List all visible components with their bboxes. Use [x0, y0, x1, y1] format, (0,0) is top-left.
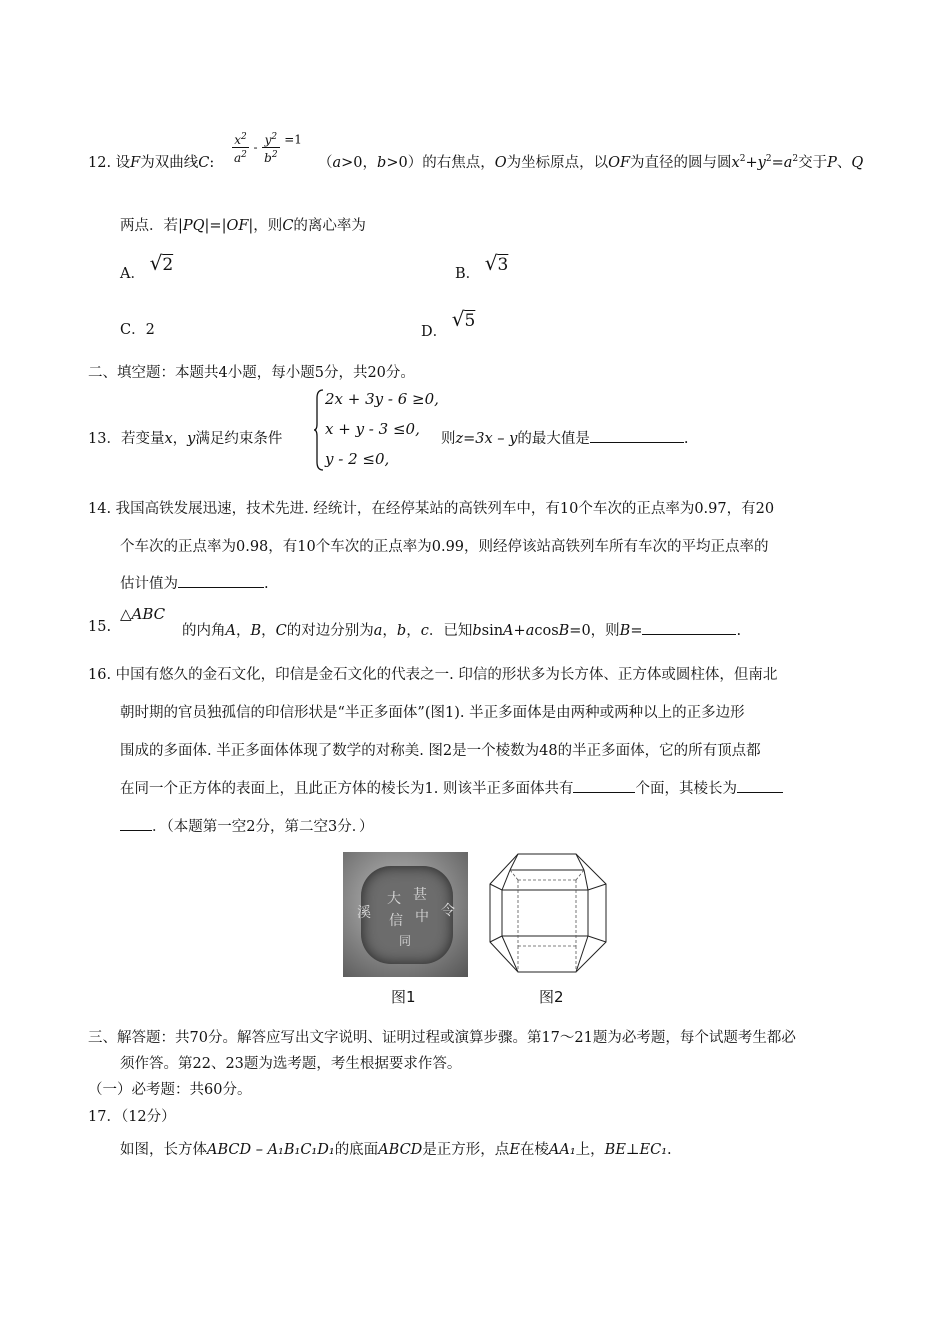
q16-line3: 围成的多面体. 半正多面体体现了数学的对称美. 图2是一个棱数为48的半正多面体，它的所有顶点都 [120, 743, 761, 759]
var-B: B [250, 623, 262, 639]
var-C: C [275, 623, 287, 639]
var-x: x [234, 133, 241, 147]
radicand: 5 [464, 311, 476, 331]
var-a: a [234, 151, 242, 165]
var-C: C [198, 155, 210, 171]
var-edge: AA₁ [548, 1142, 576, 1158]
hidden-edge [510, 870, 518, 880]
option-b [455, 251, 508, 283]
var-a: a [525, 623, 535, 639]
answer-blank[interactable] [642, 634, 736, 635]
q12-line1 [88, 151, 214, 172]
option-b-label: B． [455, 266, 481, 282]
constraint-3: y - 2 ≤0, [325, 450, 390, 468]
period: . [736, 623, 742, 639]
radicand: 3 [497, 255, 509, 275]
plus: + [745, 155, 758, 171]
var-PQ: PQ [182, 218, 205, 234]
var-y: y [264, 133, 272, 147]
option-d-label: D． [421, 324, 448, 340]
hidden-edge [576, 870, 584, 880]
var-x: x [164, 431, 173, 447]
q17-text: 上， [575, 1142, 605, 1158]
var-x: x [731, 155, 740, 171]
figure-2-polyhedron [488, 850, 608, 976]
q14-text: 估计值为 [120, 576, 178, 592]
q13-text: 则 [441, 431, 456, 447]
q16-line2: 朝时期的官员独孤信的印信形状是“半正多面体”(图1). 半正多面体是由两种或两种以上的正多边形 [120, 705, 745, 721]
colon: : [209, 155, 215, 171]
constraint-2: x + y - 3 ≤0, [325, 420, 420, 438]
comma: ， [382, 623, 397, 639]
q15-text: ．已知 [428, 623, 473, 639]
comma: ， [172, 431, 188, 447]
var-base: ABCD [378, 1142, 423, 1158]
period: . [264, 576, 269, 592]
var-y: y [757, 155, 766, 171]
cond: >0， [341, 155, 378, 171]
period: . [683, 431, 689, 447]
sqrt-3 [485, 251, 509, 275]
q12-lead: 12. 设 [88, 155, 131, 171]
var-A: A [503, 623, 514, 639]
section-3-line2: 须作答。第22、23题为选考题，考生根据要求作答。 [120, 1056, 462, 1072]
q13-lead [88, 427, 282, 448]
edge [584, 870, 588, 890]
var-B: B [619, 623, 631, 639]
fraction-y2-b2 [262, 130, 279, 165]
equals: = [771, 155, 784, 171]
edge [502, 870, 510, 890]
var-OF: OF [608, 155, 631, 171]
var-F: F [130, 155, 141, 171]
option-d [421, 307, 475, 341]
minus-sign: - [253, 140, 258, 155]
q16-line5 [120, 815, 373, 836]
radical-sign: √ [484, 251, 498, 275]
var-z: z [455, 431, 464, 447]
var-Q: Q [851, 155, 864, 171]
q12-text: 为双曲线 [140, 155, 199, 171]
seal-body [361, 866, 453, 964]
exp: 2 [792, 154, 799, 165]
var-b: b [377, 155, 387, 171]
seal-char: 大 [387, 891, 401, 907]
edge [588, 884, 606, 890]
seal-char: 同 [399, 934, 412, 948]
var-a: a [783, 155, 793, 171]
seal-char: 中 [415, 909, 429, 925]
q13-text: 满足约束条件 [195, 431, 283, 447]
section-2-heading: 二、填空题：本题共4小题，每小题5分，共20分。 [88, 365, 415, 381]
q17-text: 如图，长方体 [120, 1142, 207, 1158]
var-B: B [558, 623, 570, 639]
answer-blank[interactable] [178, 587, 264, 588]
q17-text: 在棱 [519, 1142, 549, 1158]
q12-text: 的右焦点， [422, 155, 495, 171]
q12-text: 交于 [798, 155, 828, 171]
q16-text: ．（本题第一空2分，第二空3分．） [152, 819, 374, 835]
var-perp: BE⊥EC₁ [604, 1142, 668, 1158]
sep: 、 [836, 155, 852, 171]
var-b: b [264, 151, 272, 165]
radical-sign: √ [149, 251, 163, 275]
q17-body [120, 1138, 672, 1159]
section-3-line1: 三、解答题：共70分。解答应写出文字说明、证明过程或演算步骤。第17～21题为必考题，每个试题考生都必 [88, 1030, 796, 1046]
figure-1-caption: 图1 [391, 988, 416, 1006]
edge [490, 936, 502, 942]
seal-char: 令 [441, 903, 455, 919]
exp: 2 [271, 132, 278, 142]
q16-text: 个面，其棱长为 [635, 781, 737, 797]
var-A: A [225, 623, 236, 639]
comma: ， [235, 623, 251, 639]
option-c-label: C．2 [120, 322, 155, 338]
var-C: C [282, 218, 294, 234]
q15-text [182, 619, 741, 640]
equals: = [630, 623, 643, 639]
q15-text: 的对边分别为 [286, 623, 374, 639]
cos: cos [534, 623, 559, 639]
q13-rest [441, 427, 688, 448]
figure-1-seal-photo [343, 852, 468, 977]
q13-text: 的最大值是 [517, 431, 590, 447]
exp: 2 [739, 154, 746, 165]
q12-line2 [120, 214, 366, 235]
q17-heading: 17．（12分） [88, 1109, 176, 1125]
answer-blank-edge[interactable] [737, 792, 783, 793]
q14-line1: 14. 我国高铁发展迅速，技术先进. 经统计，在经停某站的高铁列车中，有10个车次的正点率为0.97，有20 [88, 501, 775, 517]
radical-sign: √ [451, 307, 465, 331]
exp: 2 [241, 150, 247, 160]
q12-text: |，则 [248, 218, 283, 234]
comma: ， [261, 623, 276, 639]
q15-text: =0，则 [569, 623, 620, 639]
seal-char: 溪 [357, 905, 371, 921]
option-c [120, 318, 155, 339]
constraint-1: 2x + 3y - 6 ≥0, [325, 390, 439, 408]
exp: 2 [240, 132, 247, 142]
var-b: b [472, 623, 482, 639]
sqrt-5 [452, 307, 476, 331]
q12-text: 为直径的圆与圆 [630, 155, 732, 171]
q13-text: 13．若变量 [88, 431, 165, 447]
q17-text: 的底面 [334, 1142, 379, 1158]
sin: sin [481, 623, 504, 639]
var-box: ABCD – A₁B₁C₁D₁ [207, 1142, 335, 1158]
var-a: a [373, 623, 383, 639]
equals-one: =1 [284, 132, 302, 147]
var-y: y [187, 431, 196, 447]
q12-text: |=| [204, 218, 227, 234]
q14-line3 [120, 572, 269, 593]
constraint-system [313, 388, 439, 472]
exp: 2 [271, 150, 278, 160]
answer-blank-edge-cont[interactable] [120, 830, 152, 831]
left-brace-icon [313, 388, 325, 472]
seal-char: 甚 [413, 887, 427, 903]
q12-text: 两点．若| [120, 218, 183, 234]
part-1-heading: （一）必考题：共60分。 [88, 1082, 252, 1098]
answer-blank-faces[interactable] [573, 792, 635, 793]
var-P: P [827, 155, 837, 171]
q17-text: 是正方形，点 [422, 1142, 510, 1158]
var-E: E [509, 1142, 520, 1158]
q15-lead: 15. [88, 619, 112, 635]
edge [576, 854, 584, 870]
comma: ， [406, 623, 421, 639]
q15-text: 的内角 [182, 623, 226, 639]
hyperbola-equation [232, 130, 302, 165]
option-a [120, 251, 173, 283]
option-a-label: A． [120, 266, 145, 282]
triangle-abc: △ABC [120, 605, 166, 623]
var-c: c [420, 623, 429, 639]
q12-line1-rest [318, 151, 863, 172]
exp: 2 [765, 154, 772, 165]
var-a: a [332, 155, 342, 171]
answer-blank[interactable] [590, 442, 684, 443]
cond: >0） [386, 155, 423, 171]
q12-text: 的离心率为 [293, 218, 366, 234]
edge [502, 936, 518, 972]
var-O: O [494, 155, 507, 171]
objective-expr: =3x – y [463, 431, 518, 447]
q14-line2: 个车次的正点率为0.98，有10个车次的正点率为0.99，则经停该站高铁列车所有车次的平均正点率的 [120, 539, 769, 555]
radicand: 2 [162, 255, 174, 275]
q12-text: 为坐标原点，以 [506, 155, 609, 171]
paren: （ [318, 155, 333, 171]
sqrt-2 [150, 251, 174, 275]
q16-line1: 16. 中国有悠久的金石文化，印信是金石文化的代表之一. 印信的形状多为长方体、正方体或圆柱体，但南北 [88, 667, 778, 683]
edge [588, 936, 606, 942]
figure-2-caption: 图2 [539, 988, 564, 1006]
plus: + [513, 623, 526, 639]
period: . [667, 1142, 672, 1158]
outline [490, 854, 606, 972]
seal-char: 信 [389, 913, 403, 929]
edge [490, 884, 502, 890]
q16-text: 在同一个正方体的表面上，且此正方体的棱长为1. 则该半正多面体共有 [120, 781, 574, 797]
q16-line4 [120, 777, 783, 798]
var-b: b [396, 623, 407, 639]
fraction-x2-a2 [232, 130, 249, 165]
var-OF: OF [226, 218, 249, 234]
